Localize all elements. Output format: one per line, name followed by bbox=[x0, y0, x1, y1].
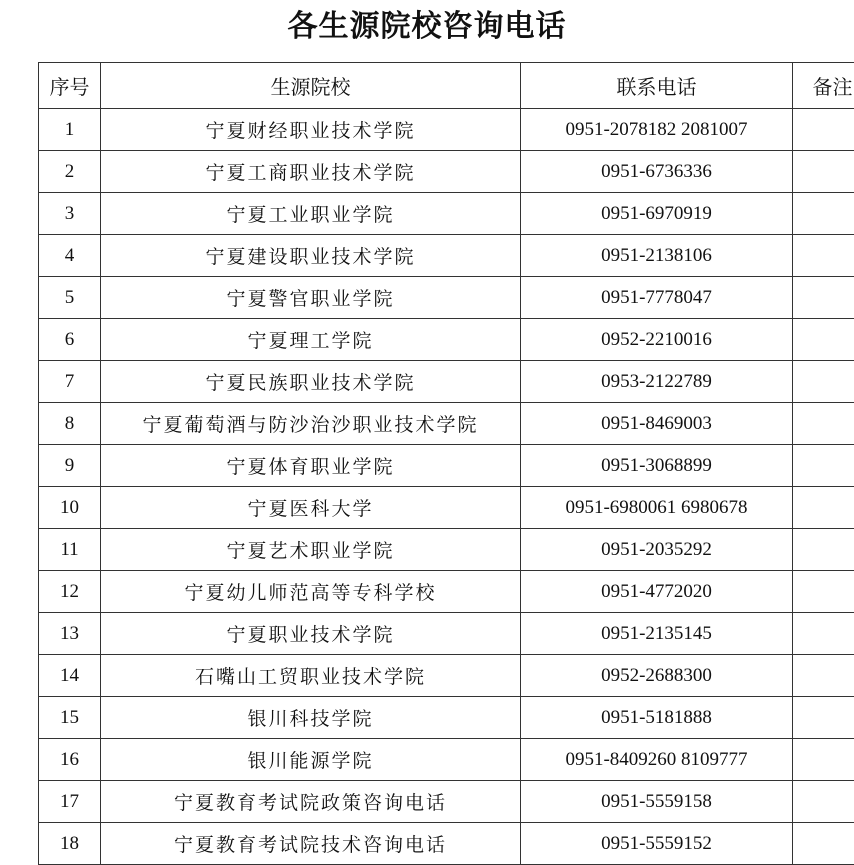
row-school: 宁夏葡萄酒与防沙治沙职业技术学院 bbox=[101, 403, 521, 445]
row-no: 18 bbox=[39, 823, 101, 865]
row-school: 宁夏民族职业技术学院 bbox=[101, 361, 521, 403]
row-no: 15 bbox=[39, 697, 101, 739]
header-school: 生源院校 bbox=[101, 63, 521, 109]
table-row bbox=[39, 319, 854, 361]
row-school: 宁夏教育考试院政策咨询电话 bbox=[101, 781, 521, 823]
table-row bbox=[39, 109, 854, 151]
table-row bbox=[39, 361, 854, 403]
row-remark bbox=[793, 109, 854, 151]
row-school: 宁夏工商职业技术学院 bbox=[101, 151, 521, 193]
row-no: 17 bbox=[39, 781, 101, 823]
row-remark bbox=[793, 235, 854, 277]
row-no: 14 bbox=[39, 655, 101, 697]
table-header-row bbox=[39, 63, 854, 109]
row-school: 宁夏财经职业技术学院 bbox=[101, 109, 521, 151]
row-no: 12 bbox=[39, 571, 101, 613]
row-school: 宁夏体育职业学院 bbox=[101, 445, 521, 487]
row-school: 宁夏警官职业学院 bbox=[101, 277, 521, 319]
row-remark bbox=[793, 403, 854, 445]
row-no: 8 bbox=[39, 403, 101, 445]
row-phone: 0951-6736336 bbox=[521, 151, 793, 193]
header-no: 序号 bbox=[39, 63, 101, 109]
table-row bbox=[39, 739, 854, 781]
row-no: 5 bbox=[39, 277, 101, 319]
row-no: 11 bbox=[39, 529, 101, 571]
table-row bbox=[39, 403, 854, 445]
row-school: 宁夏理工学院 bbox=[101, 319, 521, 361]
row-phone: 0953-2122789 bbox=[521, 361, 793, 403]
row-remark bbox=[793, 319, 854, 361]
row-phone: 0951-2035292 bbox=[521, 529, 793, 571]
table-row bbox=[39, 277, 854, 319]
row-school: 宁夏工业职业学院 bbox=[101, 193, 521, 235]
row-phone: 0951-2078182 2081007 bbox=[521, 109, 793, 151]
row-school: 宁夏幼儿师范高等专科学校 bbox=[101, 571, 521, 613]
row-school: 银川能源学院 bbox=[101, 739, 521, 781]
table-row bbox=[39, 193, 854, 235]
row-phone: 0951-8469003 bbox=[521, 403, 793, 445]
row-phone: 0951-2138106 bbox=[521, 235, 793, 277]
row-remark bbox=[793, 781, 854, 823]
row-phone: 0951-6980061 6980678 bbox=[521, 487, 793, 529]
row-remark bbox=[793, 277, 854, 319]
row-phone: 0951-8409260 8109777 bbox=[521, 739, 793, 781]
row-phone: 0951-5559152 bbox=[521, 823, 793, 865]
row-remark bbox=[793, 697, 854, 739]
row-remark bbox=[793, 739, 854, 781]
header-phone: 联系电话 bbox=[521, 63, 793, 109]
row-no: 3 bbox=[39, 193, 101, 235]
row-no: 7 bbox=[39, 361, 101, 403]
contacts-table bbox=[38, 62, 854, 865]
row-remark bbox=[793, 151, 854, 193]
row-remark bbox=[793, 487, 854, 529]
row-phone: 0951-2135145 bbox=[521, 613, 793, 655]
row-no: 13 bbox=[39, 613, 101, 655]
row-remark bbox=[793, 193, 854, 235]
page-title: 各生源院校咨询电话 bbox=[0, 4, 854, 50]
table-row bbox=[39, 571, 854, 613]
row-remark bbox=[793, 823, 854, 865]
table-body bbox=[39, 109, 854, 865]
table-row bbox=[39, 655, 854, 697]
row-remark bbox=[793, 613, 854, 655]
row-remark bbox=[793, 361, 854, 403]
row-school: 宁夏建设职业技术学院 bbox=[101, 235, 521, 277]
row-phone: 0952-2210016 bbox=[521, 319, 793, 361]
row-phone: 0951-6970919 bbox=[521, 193, 793, 235]
row-remark bbox=[793, 655, 854, 697]
row-school: 石嘴山工贸职业技术学院 bbox=[101, 655, 521, 697]
row-phone: 0951-3068899 bbox=[521, 445, 793, 487]
row-phone: 0951-5559158 bbox=[521, 781, 793, 823]
row-no: 16 bbox=[39, 739, 101, 781]
row-no: 4 bbox=[39, 235, 101, 277]
row-phone: 0951-7778047 bbox=[521, 277, 793, 319]
row-school: 银川科技学院 bbox=[101, 697, 521, 739]
table-row bbox=[39, 823, 854, 865]
row-no: 10 bbox=[39, 487, 101, 529]
row-school: 宁夏职业技术学院 bbox=[101, 613, 521, 655]
row-no: 6 bbox=[39, 319, 101, 361]
row-remark bbox=[793, 571, 854, 613]
row-remark bbox=[793, 529, 854, 571]
row-phone: 0952-2688300 bbox=[521, 655, 793, 697]
table-row bbox=[39, 445, 854, 487]
row-school: 宁夏医科大学 bbox=[101, 487, 521, 529]
table-row bbox=[39, 529, 854, 571]
table-row bbox=[39, 487, 854, 529]
row-phone: 0951-4772020 bbox=[521, 571, 793, 613]
row-school: 宁夏艺术职业学院 bbox=[101, 529, 521, 571]
row-school: 宁夏教育考试院技术咨询电话 bbox=[101, 823, 521, 865]
row-no: 1 bbox=[39, 109, 101, 151]
table-row bbox=[39, 781, 854, 823]
table-row bbox=[39, 235, 854, 277]
row-remark bbox=[793, 445, 854, 487]
header-remark: 备注 bbox=[793, 63, 854, 109]
table-row bbox=[39, 613, 854, 655]
row-no: 9 bbox=[39, 445, 101, 487]
row-no: 2 bbox=[39, 151, 101, 193]
table-row bbox=[39, 151, 854, 193]
row-phone: 0951-5181888 bbox=[521, 697, 793, 739]
table-row bbox=[39, 697, 854, 739]
